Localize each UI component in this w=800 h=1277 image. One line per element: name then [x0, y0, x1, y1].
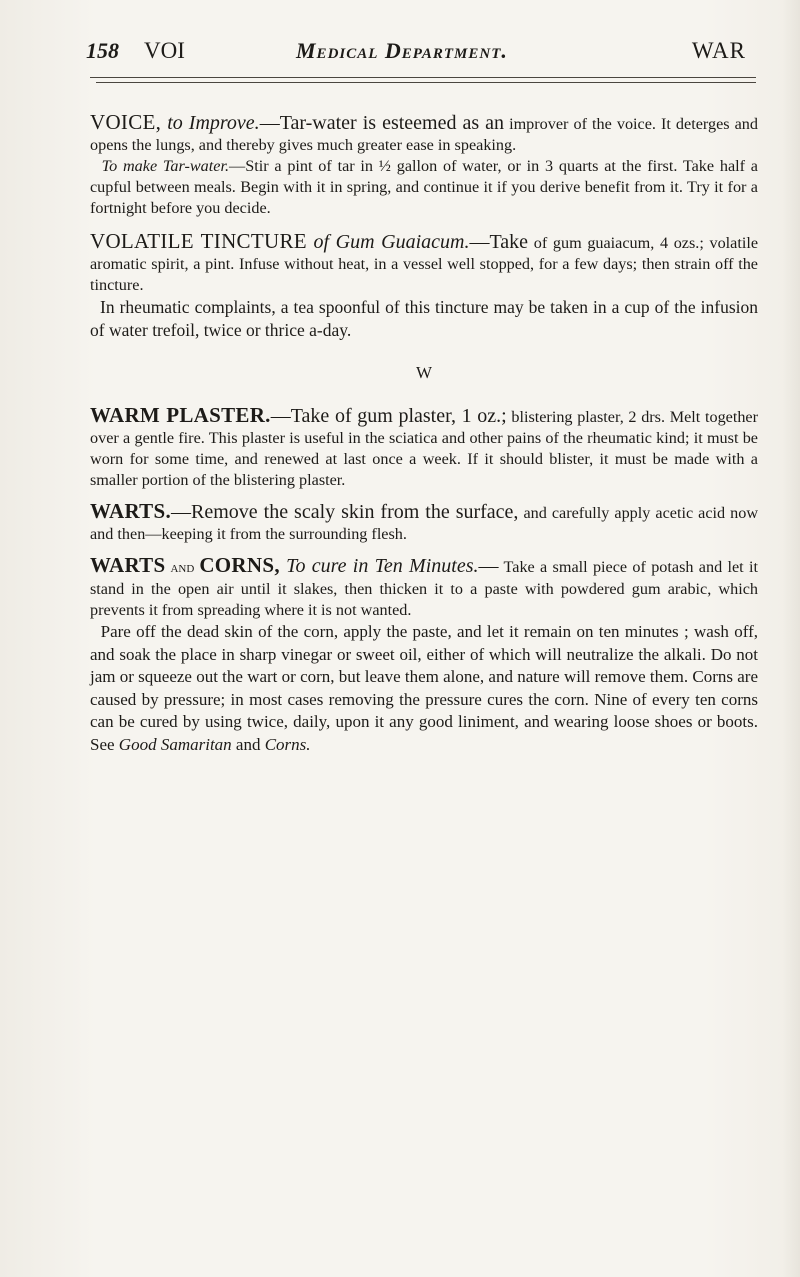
running-head-left-word: VOI	[144, 38, 185, 63]
page-number: 158	[86, 38, 119, 63]
section-letter-w: W	[415, 363, 433, 382]
entry-volatile-para2-body: In rheumatic complaints, a tea spoonful of this tincture may be taken in a cup of the infusion of water trefoil, twice or thrice a-day.	[90, 297, 759, 340]
entry-voice-para2-lead: To make Tar-water.	[101, 157, 230, 175]
entry-warts-corns-para2-body: Pare off the dead skin of the corn, apply the paste, and let it remain on ten minutes ; wash off, and soak the place in sharp vinegar or sweet oil, either of which will neutralize the alkali. Do not jam or squeeze out the wart or corn, but leave them alone, and nature will remove them. Corns are caused by pressure; in most cases removing the pressure cures the corn. Nine of every ten corns can be cured by using twice, daily, upon it any good liniment, and wearing loose shoes or boots. See	[90, 622, 759, 754]
entry-volatile-headword: VOLATILE TINCTURE	[90, 229, 307, 253]
entry-warts-headword: WARTS.	[90, 499, 172, 523]
entry-voice-lead: —Tar-water is esteemed as an	[259, 112, 505, 134]
entry-warts-corns-lead: —	[478, 555, 499, 577]
entry-volatile-subhead: of Gum Guaiacum.	[306, 231, 470, 253]
entry-warts-corns-subhead: To cure in Ten Minutes.	[279, 555, 479, 577]
entry-warts-corns-and: and	[165, 560, 200, 576]
page-edge-shading	[782, 0, 800, 1277]
entry-warts-corns-para1	[90, 555, 758, 621]
entry-warm-plaster-body: blistering plaster, 2 drs. Melt together over a gentle fire. This plaster is useful in the sciatica and other pains of the rheumatic kind; it must be worn for some time, and renewed at last once a week. If it should blister, it must be made with a smaller portion of the blistering plaster.	[90, 408, 759, 489]
entry-warts-and-corns	[90, 555, 758, 756]
entry-volatile-para2	[90, 296, 758, 342]
entry-warm-plaster-para	[90, 405, 758, 491]
running-head-title: Medical Department.	[296, 38, 508, 63]
entry-voice-para2	[90, 156, 758, 219]
entry-warm-plaster-headword: WARM PLASTER.	[90, 403, 271, 427]
entry-warm-plaster-lead: —Take of gum plaster, 1 oz.;	[270, 405, 507, 427]
entry-warts-corns-ref1: Good Samaritan	[118, 734, 232, 754]
entry-warts-corns-headword2: CORNS,	[199, 553, 280, 577]
entry-volatile-lead: —Take	[469, 231, 529, 253]
entry-warm-plaster	[90, 405, 758, 491]
page-body	[90, 112, 758, 765]
entry-volatile-body: of gum guaiacum, 4 ozs.; volatile aromatic spirit, a pint. Infuse without heat, in a vessel well stopped, for a few days; then strain off the tincture.	[90, 234, 759, 294]
entry-voice-subhead: to Improve.	[161, 112, 260, 134]
entry-warts-lead: —Remove the scaly skin from the surface,	[171, 501, 519, 523]
entry-volatile-para1	[90, 231, 758, 296]
entry-voice-para1	[90, 112, 758, 156]
header-rule-top	[90, 77, 756, 78]
running-head	[86, 38, 766, 78]
entry-warts-corns-headword: WARTS	[90, 553, 166, 577]
entry-warts-body: and carefully apply acetic acid now and then—keeping it from the surrounding flesh.	[90, 504, 759, 543]
entry-warts	[90, 501, 758, 545]
running-head-right-word: WAR	[691, 38, 746, 63]
entry-voice	[90, 112, 758, 219]
entry-volatile-tincture	[90, 231, 758, 342]
entry-voice-para2-body: —Stir a pint of tar in ½ gallon of water, or in 3 quarts at the first. Take half a cupful between meals. Begin with it in spring, and continue it if you derive benefit from it. Try it for a fortnight before you decide.	[90, 157, 758, 217]
entry-warts-corns-ref-and: and	[231, 734, 265, 754]
entry-voice-body: improver of the voice. It deterges and opens the lungs, and thereby gives much greater ease in speaking.	[90, 115, 758, 154]
entry-warts-corns-para2	[90, 621, 758, 756]
entry-warts-corns-body: Take a small piece of potash and let it stand in the open air until it slakes, then thicken it to a paste with powdered gum arabic, which prevents it from spreading where it is not wanted.	[90, 558, 758, 619]
entry-warts-para	[90, 501, 758, 545]
entry-warts-corns-ref2: Corns.	[264, 734, 311, 754]
entry-voice-headword: VOICE,	[90, 110, 162, 134]
header-rule-bottom	[96, 82, 756, 83]
